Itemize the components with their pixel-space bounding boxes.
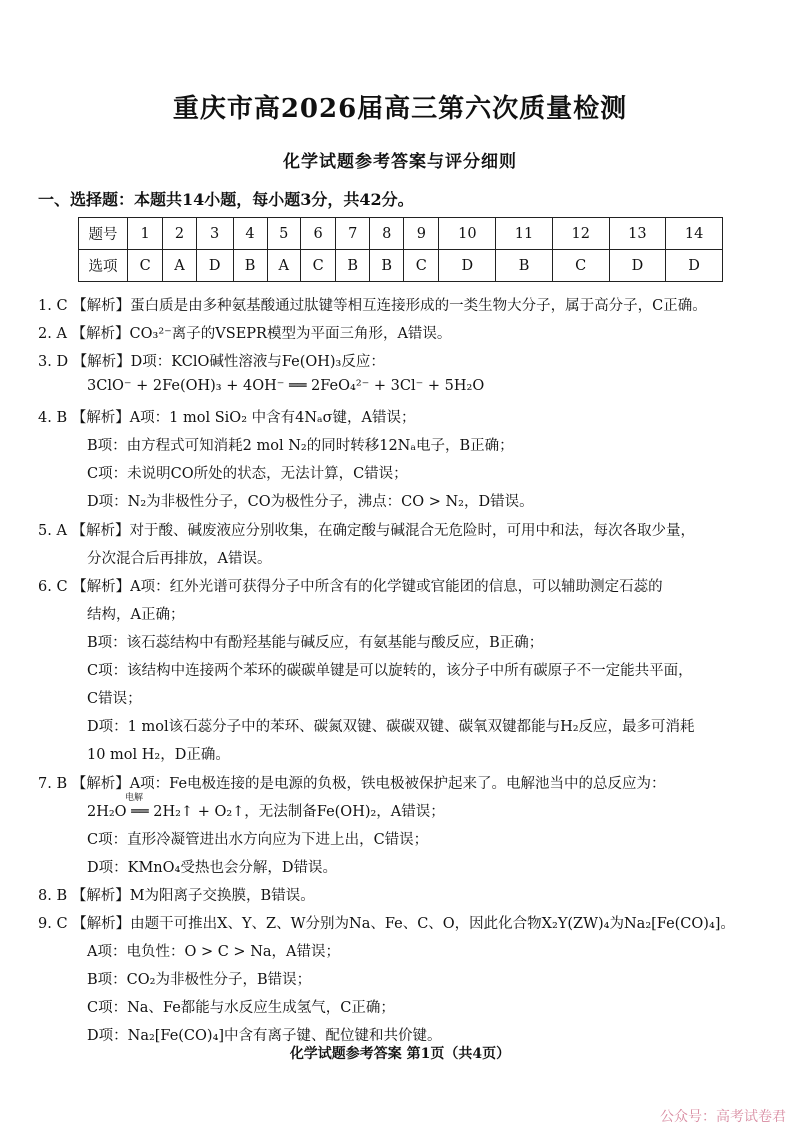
question-number-cell: 9 <box>404 218 439 250</box>
question-number-cell: 13 <box>609 218 666 250</box>
explanation-q9-b: B项：CO₂为非极性分子，B错误； <box>87 972 312 988</box>
question-number-cell: 12 <box>552 218 609 250</box>
answer-cell: A <box>163 250 196 282</box>
explanation-q6-c: C项：该结构中连接两个苯环的碳碳单键是可以旋转的，该分子中所有碳原子不一定能共平面， <box>87 663 693 679</box>
answer-cell: D <box>439 250 496 282</box>
page-subtitle: 化学试题参考答案与评分细则 <box>283 152 517 172</box>
answer-cell: C <box>404 250 439 282</box>
explanation-q6-d: D项：1 mol该石蕊分子中的苯环、碳氮双键、碳碳双键、碳氧双键都能与H₂反应，最多可消耗 <box>87 719 695 735</box>
explanation-q6-c-cont: C错误； <box>87 691 142 707</box>
answer-cell: A <box>267 250 300 282</box>
explanation-q3: 3. D 【解析】D项：KClO碱性溶液与Fe(OH)₃反应： <box>38 354 385 370</box>
section-heading: 一、选择题：本题共14小题，每小题3分，共42分。 <box>38 190 414 209</box>
question-number-cell: 6 <box>300 218 335 250</box>
table-row-label: 选项 <box>79 250 128 282</box>
page-title: 重庆市高2026届高三第六次质量检测 <box>172 94 628 124</box>
answer-cell: C <box>128 250 163 282</box>
explanation-q6-d-cont: 10 mol H₂，D正确。 <box>87 747 230 763</box>
explanation-q4-d: D项：N₂为非极性分子，CO为极性分子，沸点：CO > N₂，D错误。 <box>87 494 534 510</box>
explanation-q7: 7. B 【解析】A项：Fe电极连接的是电源的负极，铁电极被保护起来了。电解池当中的总反应为： <box>38 776 666 792</box>
explanation-q4-b: B项：由方程式可知消耗2 mol N₂的同时转移12Nₐ电子，B正确； <box>87 438 514 454</box>
equation-condition: 电解 <box>125 793 144 803</box>
explanation-q9: 9. C 【解析】由题干可推出X、Y、Z、W分别为Na、Fe、C、O，因此化合物X₂Y(ZW)₄为Na₂[Fe(CO)₄]。 <box>38 916 735 932</box>
question-number-cell: 7 <box>336 218 370 250</box>
table-row <box>79 250 723 282</box>
explanation-q1: 1. C 【解析】蛋白质是由多种氨基酸通过肽键等相互连接形成的一类生物大分子，属于高分子，C正确。 <box>38 298 707 314</box>
explanation-q4: 4. B 【解析】A项：1 mol SiO₂ 中含有4Nₐσ键，A错误； <box>38 410 416 426</box>
equation-q7-text: 2H₂O ══ 2H₂↑ + O₂↑，无法制备Fe(OH)₂，A错误； <box>87 804 445 820</box>
question-number-cell: 5 <box>267 218 300 250</box>
answer-cell: B <box>496 250 553 282</box>
question-number-cell: 2 <box>163 218 196 250</box>
explanation-q9-a: A项：电负性：O > C > Na，A错误； <box>87 944 340 960</box>
explanation-q4-c: C项：未说明CO所处的状态，无法计算，C错误； <box>87 466 408 482</box>
watermark: 公众号：高考试卷君 <box>660 1109 786 1125</box>
answer-cell: C <box>300 250 335 282</box>
explanation-q8: 8. B 【解析】M为阳离子交换膜，B错误。 <box>38 888 315 904</box>
answer-table <box>78 217 723 282</box>
answer-cell: B <box>233 250 267 282</box>
answer-cell: B <box>336 250 370 282</box>
question-number-cell: 10 <box>439 218 496 250</box>
equation-q3: 3ClO⁻ + 2Fe(OH)₃ + 4OH⁻ ══ 2FeO₄²⁻ + 3Cl⁻ + 5H₂O <box>87 378 485 394</box>
explanation-q7-d: D项：KMnO₄受热也会分解，D错误。 <box>87 860 337 876</box>
explanation-q5-cont: 分次混合后再排放，A错误。 <box>87 551 272 567</box>
answer-cell: D <box>196 250 233 282</box>
answer-cell: D <box>666 250 723 282</box>
table-row <box>79 218 723 250</box>
explanation-q7-c: C项：直形冷凝管进出水方向应为下进上出，C错误； <box>87 832 429 848</box>
explanation-q6: 6. C 【解析】A项：红外光谱可获得分子中所含有的化学键或官能团的信息，可以辅助测定石蕊的 <box>38 579 663 595</box>
question-number-cell: 8 <box>370 218 404 250</box>
question-number-cell: 14 <box>666 218 723 250</box>
question-number-cell: 1 <box>128 218 163 250</box>
explanation-q6-cont: 结构，A正确； <box>87 607 185 623</box>
explanation-q6-b: B项：该石蕊结构中有酚羟基能与碱反应，有氨基能与酸反应，B正确； <box>87 635 544 651</box>
answer-cell: D <box>609 250 666 282</box>
explanation-q5: 5. A 【解析】对于酸、碱废液应分别收集，在确定酸与碱混合无危险时，可用中和法，每次各取少量， <box>38 523 696 539</box>
question-number-cell: 4 <box>233 218 267 250</box>
table-row-label: 题号 <box>79 218 128 250</box>
answer-cell: B <box>370 250 404 282</box>
answer-cell: C <box>552 250 609 282</box>
explanation-q2: 2. A 【解析】CO₃²⁻离子的VSEPR模型为平面三角形，A错误。 <box>38 326 452 342</box>
page-footer: 化学试题参考答案 第1页（共4页） <box>289 1046 511 1062</box>
equation-q7 <box>87 793 445 821</box>
explanation-q9-d: D项：Na₂[Fe(CO)₄]中含有离子键、配位键和共价键。 <box>87 1028 442 1044</box>
question-number-cell: 11 <box>496 218 553 250</box>
question-number-cell: 3 <box>196 218 233 250</box>
explanation-q9-c: C项：Na、Fe都能与水反应生成氢气，C正确； <box>87 1000 395 1016</box>
